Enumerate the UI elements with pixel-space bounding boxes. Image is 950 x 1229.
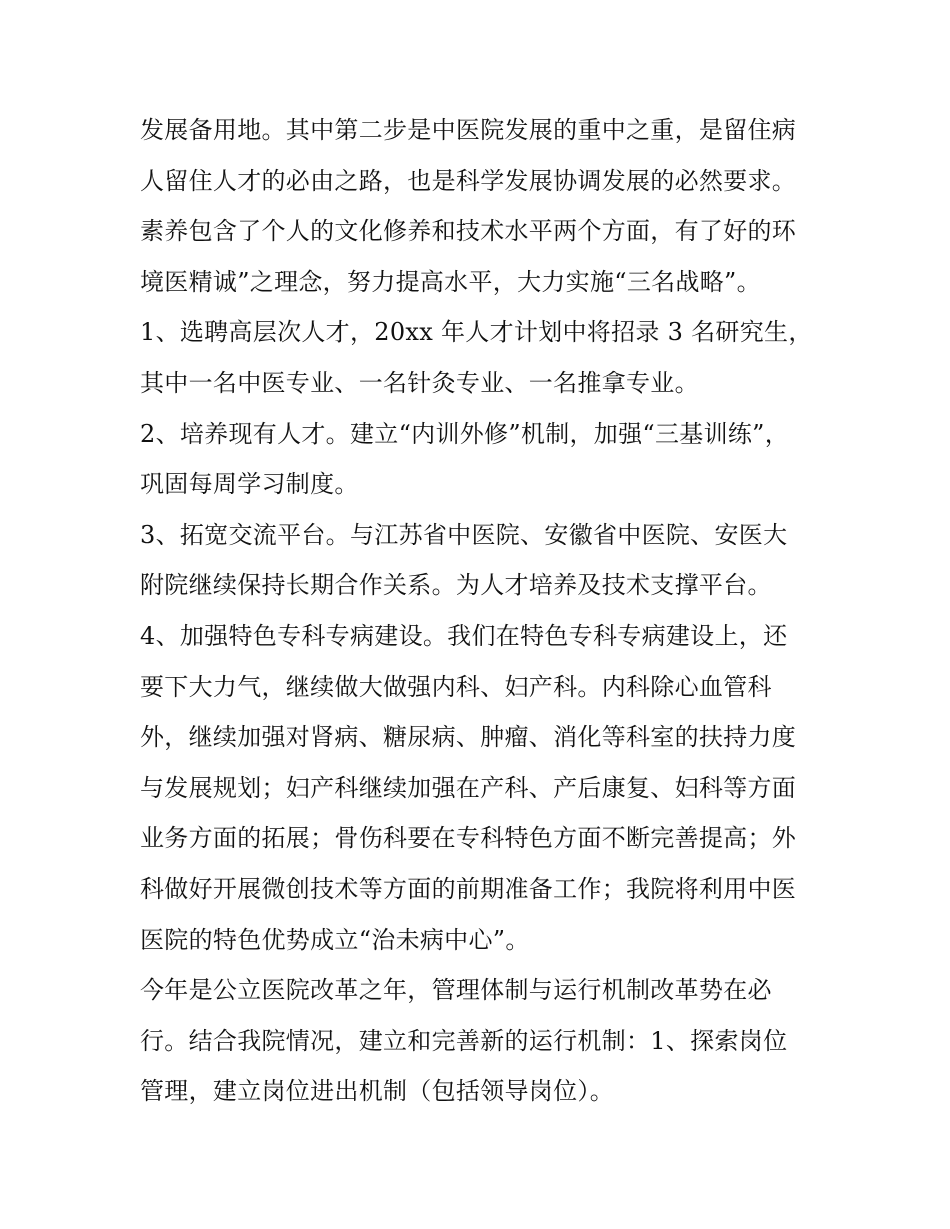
text-line: 4、加强特色专科专病建设。我们在特色专科专病建设上，还 xyxy=(140,621,788,650)
text-line: 附院继续保持长期合作关系。为人才培养及技术支撑平台。 xyxy=(140,571,772,600)
text-line: 1、选聘高层次人才，20xx 年人才计划中将招录 3 名研究生， xyxy=(140,318,813,347)
text-line: 今年是公立医院改革之年，管理体制与运行机制改革势在必 xyxy=(140,976,772,1005)
text-line: 业务方面的拓展；骨伤科要在专科特色方面不断完善提高；外 xyxy=(140,824,797,853)
text-line: 管理，建立岗位进出机制（包括领导岗位）。 xyxy=(140,1077,614,1106)
text-line: 巩固每周学习制度。 xyxy=(140,470,359,499)
text-line: 医院的特色优势成立“治未病中心”。 xyxy=(140,925,530,954)
text-line: 素养包含了个人的文化修养和技术水平两个方面，有了好的环 xyxy=(140,217,797,246)
text-line: 要下大力气，继续做大做强内科、妇产科。内科除心血管科 xyxy=(140,672,772,701)
text-line: 人留住人才的必由之路，也是科学发展协调发展的必然要求。 xyxy=(140,166,797,195)
text-line: 与发展规划；妇产科继续加强在产科、产后康复、妇科等方面 xyxy=(140,773,797,802)
text-line: 发展备用地。其中第二步是中医院发展的重中之重，是留住病 xyxy=(140,116,797,144)
text-line: 外，继续加强对肾病、糖尿病、肿瘤、消化等科室的扶持力度 xyxy=(140,723,797,752)
text-line: 科做好开展微创技术等方面的前期准备工作；我院将利用中医 xyxy=(140,874,797,903)
text-line: 3、拓宽交流平台。与江苏省中医院、安徽省中医院、安医大 xyxy=(140,520,788,549)
text-line: 2、培养现有人才。建立“内训外修”机制，加强“三基训练”， xyxy=(140,419,790,448)
text-line: 境医精诚”之理念，努力提高水平，大力实施“三名战略”。 xyxy=(140,267,761,296)
text-line: 其中一名中医专业、一名针灸专业、一名推拿专业。 xyxy=(140,368,699,397)
document-body xyxy=(140,105,830,1117)
text-line: 行。结合我院情况，建立和完善新的运行机制：1、探索岗位 xyxy=(140,1026,788,1055)
